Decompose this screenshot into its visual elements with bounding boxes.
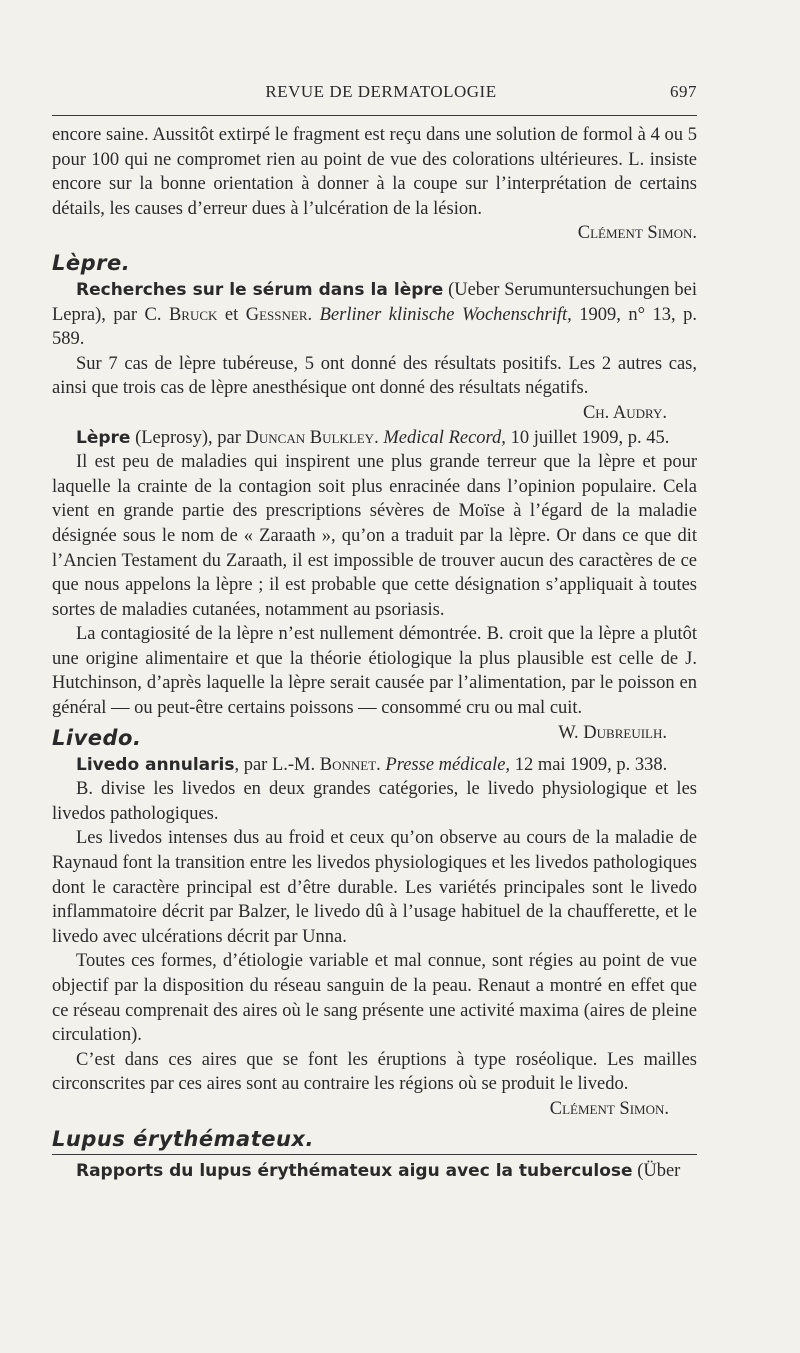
signature: Clément Simon.	[577, 223, 697, 244]
article-citation	[52, 426, 697, 451]
citation-text: et	[217, 304, 246, 325]
signature: Ch. Audry.	[582, 402, 667, 423]
section-heading-livedo: Livedo.	[52, 725, 142, 750]
author-name: Duncan Bulkley	[245, 427, 375, 448]
citation-text: (Über	[632, 1160, 681, 1181]
running-head	[52, 82, 697, 102]
body-paragraph: Les livedos intenses dus au froid et ceux qu’on observe au cours de la maladie de Raynaud font la transition entre les livedos physiologiques et les livedos pathologiques dont le caractère principal est d’être durable. Les variétés principales sont le livedo inflammatoire décrit par Balzer, le livedo dû à l’usage habituel de la chaufferette, et le livedo avec ulcérations décrit par Unna.	[52, 828, 697, 947]
signature-line	[52, 1097, 697, 1122]
page-body	[52, 123, 697, 1183]
body-paragraph: Il est peu de maladies qui inspirent une plus grande terreur que la lèpre et pour laquelle la crainte de la contagion soit plus enracinée dans l’opinion populaire. Cela vient en grande partie des prescriptions sévères de Moïse à l’égard de la maladie désignée sous le nom de « Zaraath », qu’on a traduit par la lèpre. Or dans ce que dit l’Ancien Testament du Zaraath, il est impossible de trouver aucun des caractères de ce que nous appelons la lèpre ; il est probable que cette désignation s’appliquait à toutes sortes de maladies cutanées, notamment au psoriasis.	[52, 452, 697, 620]
citation-text: 12 mai 1909, p. 338.	[510, 754, 668, 775]
article-title: Livedo annularis	[76, 754, 235, 775]
citation-text: .	[307, 304, 320, 325]
citation-text: (Leprosy), par	[130, 427, 246, 448]
article-citation	[52, 278, 697, 352]
signature-line	[52, 221, 697, 246]
page-number: 697	[670, 82, 697, 101]
section-heading-lepre: Lèpre.	[52, 250, 131, 275]
body-paragraph: Sur 7 cas de lèpre tubéreuse, 5 ont donné des résultats positifs. Les 2 autres cas, ainsi que trois cas de lèpre anesthésique ont donné des résultats négatifs.	[52, 353, 697, 399]
signature: W. Dubreuilh.	[558, 722, 667, 743]
journal-title: REVUE DE DERMATOLOGIE	[265, 82, 497, 101]
journal-name: Presse médicale,	[385, 754, 511, 775]
signature: Clément Simon.	[549, 1098, 669, 1119]
article-citation	[52, 753, 697, 778]
journal-name: Berliner klinische Wochenschrift,	[319, 304, 572, 325]
article-title: Rapports du lupus érythémateux aigu avec la tuberculose	[76, 1160, 633, 1181]
body-paragraph: Toutes ces formes, d’étiologie variable et mal connue, sont régies au point de vue objectif par la disposition du réseau sanguin de la peau. Renaut a montré en effet que ce réseau comprenait des aires où le sang présente une activité maxima (aires de pleine circulation).	[52, 951, 697, 1046]
article-title: Lèpre	[76, 427, 131, 448]
article-citation	[52, 1159, 697, 1184]
citation-text: .	[376, 754, 386, 775]
intro-paragraph: encore saine. Aussitôt extirpé le fragment est reçu dans une solution de formol à 4 ou 5 pour 100 qui ne compromet rien au point de vue des colorations ultérieures. L. insiste encore sur la bonne orientation à donner à la coupe sur l’interprétation de certains détails, les causes d’erreur dues à l’ulcération de la lésion.	[52, 125, 697, 219]
citation-text: 1909, n° 13, p. 589.	[52, 304, 697, 350]
author-name: Bonnet	[319, 754, 377, 775]
paragraph-text: La contagiosité de la lèpre n’est nullement démontrée. B. croit que la lèpre a plutôt une origine alimentaire et que la théorie étiologique la plus plausible est celle de J. Hutchinson, d’après laquelle la lèpre serait causée par l’alimentation, par le poisson en général — ou peut-être certains poissons — consommé cru ou mal cuit.	[52, 624, 697, 719]
article-title: Recherches sur le sérum dans la lèpre	[76, 279, 444, 300]
section-heading-lupus: Lupus érythémateux.	[52, 1126, 314, 1151]
body-paragraph: C’est dans ces aires que se font les éruptions à type roséolique. Les mailles circonscrites par ces aires sont au contraire les régions où se produit le livedo.	[52, 1049, 697, 1095]
author-name: Bruck	[168, 304, 218, 325]
header-rule	[52, 115, 697, 116]
journal-name: Medical Record,	[383, 427, 506, 448]
section-rule	[52, 1154, 697, 1155]
citation-text: .	[374, 427, 384, 448]
author-name: Gessner	[245, 304, 308, 325]
citation-text: (Ueber Serumuntersuchungen bei Lepra), par C.	[52, 279, 697, 325]
citation-text: , par L.-M.	[234, 754, 320, 775]
citation-text: 10 juillet 1909, p. 45.	[505, 427, 670, 448]
signature-line	[52, 401, 697, 426]
body-paragraph: B. divise les livedos en deux grandes catégories, le livedo physiologique et les livedos pathologiques.	[52, 779, 697, 824]
